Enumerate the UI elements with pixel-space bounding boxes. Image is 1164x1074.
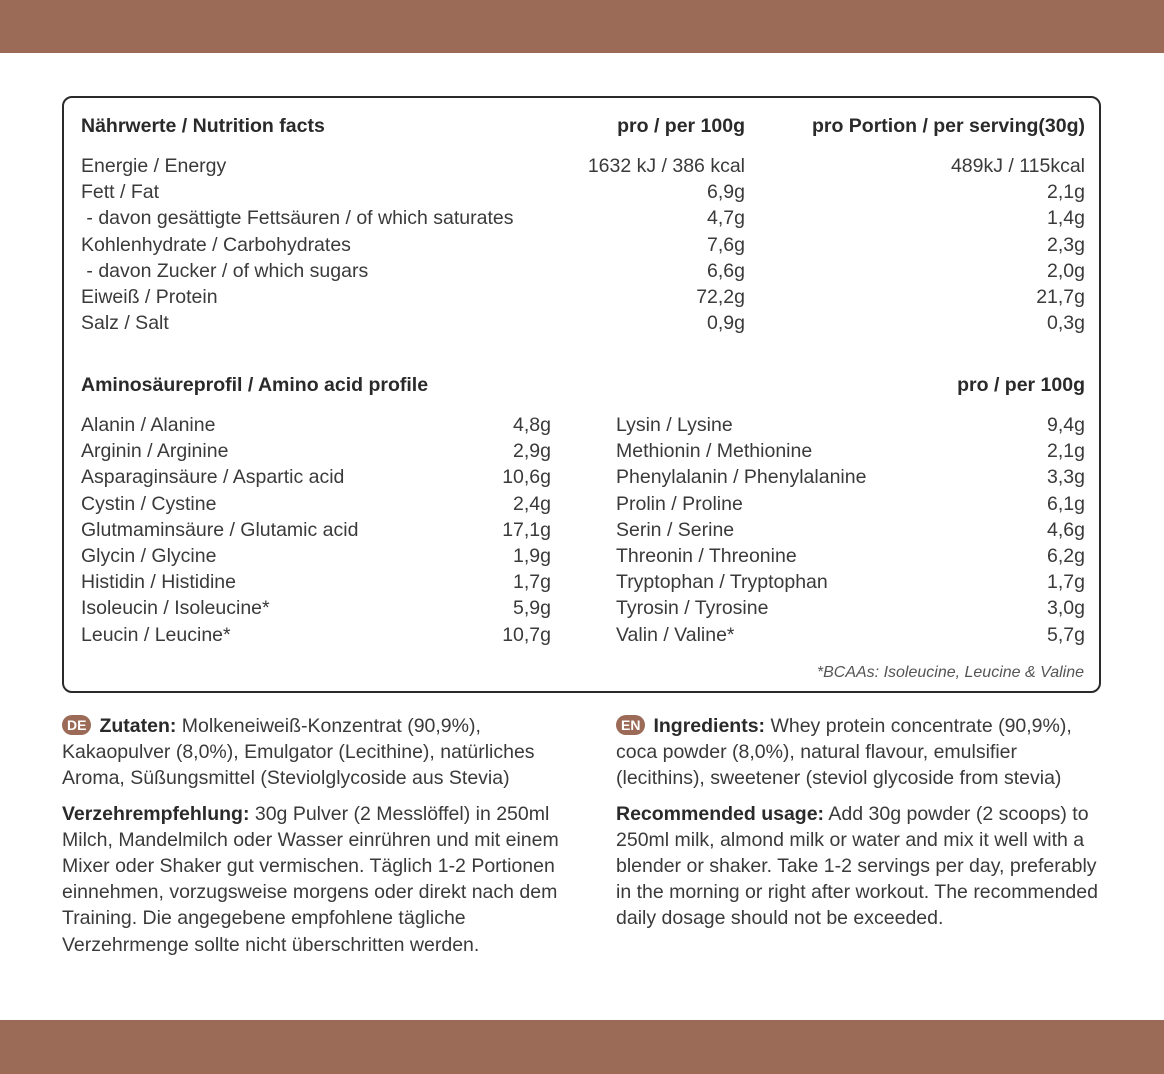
amino-left-value: 17,1g [502,518,551,541]
amino-right-value: 6,1g [1047,492,1085,515]
nutrition-row-per100: 1632 kJ / 386 kcal [587,155,745,177]
de-usage-text: 30g Pulver (2 Messlöffel) in 250ml Milch, Mandelmilch oder Wasser einrühren und mit einem Mixer oder Shaker gut vermischen. Täglich 1-2 Portionen einnehmen, vorzugsweise morgens oder direkt nach dem Training. Die angegebene empfohlene tägliche Verzehrmenge sollte nicht überschritten werden. [62,802,559,956]
de-ingredients-label: Zutaten: [99,715,177,737]
amino-left-label: Alanin / Alanine [81,414,216,436]
amino-left-label: Asparaginsäure / Aspartic acid [81,466,345,489]
amino-right-value: 1,7g [1047,571,1085,594]
nutrition-panel [62,96,1101,693]
amino-left-label: Isoleucin / Isoleucine* [81,597,270,620]
amino-left-label: Arginin / Arginine [81,440,229,463]
amino-right-label: Serin / Serine [616,518,735,541]
amino-right-value: 6,2g [1047,545,1085,567]
amino-right-label: Phenylalanin / Phenylalanine [616,466,867,489]
bcaa-footnote: *BCAAs: Isoleucine, Leucine & Valine [816,664,1084,681]
top-color-band [0,0,1164,53]
nutrition-row-serving: 0,3g [1047,312,1085,335]
amino-left-value: 10,6g [502,466,551,489]
de-usage-label: Verzehrempfehlung: [62,802,250,825]
bottom-color-band [0,1020,1164,1074]
nutrition-row-label: Eiweiß / Protein [81,286,218,308]
en-usage-label: Recommended usage: [616,802,825,825]
de-language-badge: DE [62,715,91,735]
amino-right-value: 3,0g [1047,597,1085,620]
nutrition-row-label: Energie / Energy [81,155,227,177]
nutrition-row-label: Kohlenhydrate / Carbohydrates [81,233,351,256]
de-ingredients-text: Molkeneiweiß-Konzentrat (90,9%), Kakaopulver (8,0%), Emulgator (Lecithine), natürliches Aroma, Süßungsmittel (Steviolglycoside aus Stevia) [62,715,535,790]
amino-right-label: Tryptophan / Tryptophan [616,571,828,594]
nutrition-row-serving: 2,1g [1047,181,1085,204]
nutrition-row-per100: 6,6g [707,259,745,282]
amino-right-value: 9,4g [1047,414,1085,436]
amino-left-value: 4,8g [513,414,551,436]
amino-left-label: Glycin / Glycine [81,545,217,567]
en-usage-text: Add 30g powder (2 scoops) to 250ml milk, almond milk or water and mix it well with a blender or shaker. Take 1-2 servings per day, preferably in the morning or right after workout. The recommended daily dosage should not be exceeded. [616,802,1098,930]
amino-left-label: Glutmaminsäure / Glutamic acid [81,518,359,541]
nutrition-row-label: Fett / Fat [81,181,160,204]
en-ingredients [616,713,1111,792]
amino-left-label: Leucin / Leucine* [81,623,231,646]
nutrition-row-serving: 21,7g [1036,286,1085,308]
amino-left-label: Histidin / Histidine [81,571,236,594]
amino-right-label: Prolin / Proline [616,492,743,515]
nutrition-row-serving: 489kJ / 115kcal [950,155,1085,177]
en-language-badge: EN [616,715,645,735]
de-usage [62,801,562,958]
amino-left-value: 1,7g [513,571,551,594]
german-column [62,713,562,967]
per-serving-header: pro Portion / per serving(30g) [811,115,1085,137]
amino-left-value: 2,9g [513,440,551,463]
en-usage [616,801,1111,932]
amino-right-label: Threonin / Threonine [616,545,797,567]
de-ingredients [62,713,562,792]
amino-right-label: Tyrosin / Tyrosine [616,597,769,620]
nutrition-row-label: - davon gesättigte Fettsäuren / of which saturates [81,207,514,230]
amino-right-value: 4,6g [1047,518,1085,541]
en-ingredients-label: Ingredients: [653,715,766,737]
amino-right-label: Valin / Valine* [616,623,735,646]
nutrition-row-serving: 2,3g [1047,233,1085,256]
nutrition-header: Nährwerte / Nutrition facts [81,115,325,137]
english-column [616,713,1111,941]
amino-right-value: 5,7g [1047,623,1085,646]
per-100g-header: pro / per 100g [617,115,745,137]
nutrition-row-per100: 4,7g [707,207,745,230]
en-ingredients-text: Whey protein concentrate (90,9%), coca powder (8,0%), natural flavour, emulsifier (lecithins), sweetener (steviol glycoside from stevia) [616,715,1072,790]
amino-right-value: 3,3g [1047,466,1085,489]
nutrition-row-label: - davon Zucker / of which sugars [81,259,369,282]
nutrition-row-serving: 2,0g [1047,259,1085,282]
amino-right-label: Lysin / Lysine [616,414,733,436]
amino-left-value: 2,4g [513,492,551,515]
nutrition-row-per100: 7,6g [707,233,745,256]
nutrition-row-per100: 72,2g [696,286,745,308]
nutrition-row-per100: 6,9g [707,181,745,204]
amino-left-label: Cystin / Cystine [81,492,217,515]
amino-per-100g-header: pro / per 100g [957,374,1085,396]
amino-right-label: Methionin / Methionine [616,440,813,463]
amino-header: Aminosäureprofil / Amino acid profile [81,374,429,396]
amino-left-value: 5,9g [513,597,551,620]
nutrition-row-label: Salz / Salt [81,312,169,335]
amino-right-value: 2,1g [1047,440,1085,463]
nutrition-row-per100: 0,9g [707,312,745,335]
amino-left-value: 10,7g [502,623,551,646]
amino-left-value: 1,9g [513,545,551,567]
nutrition-row-serving: 1,4g [1047,207,1085,230]
